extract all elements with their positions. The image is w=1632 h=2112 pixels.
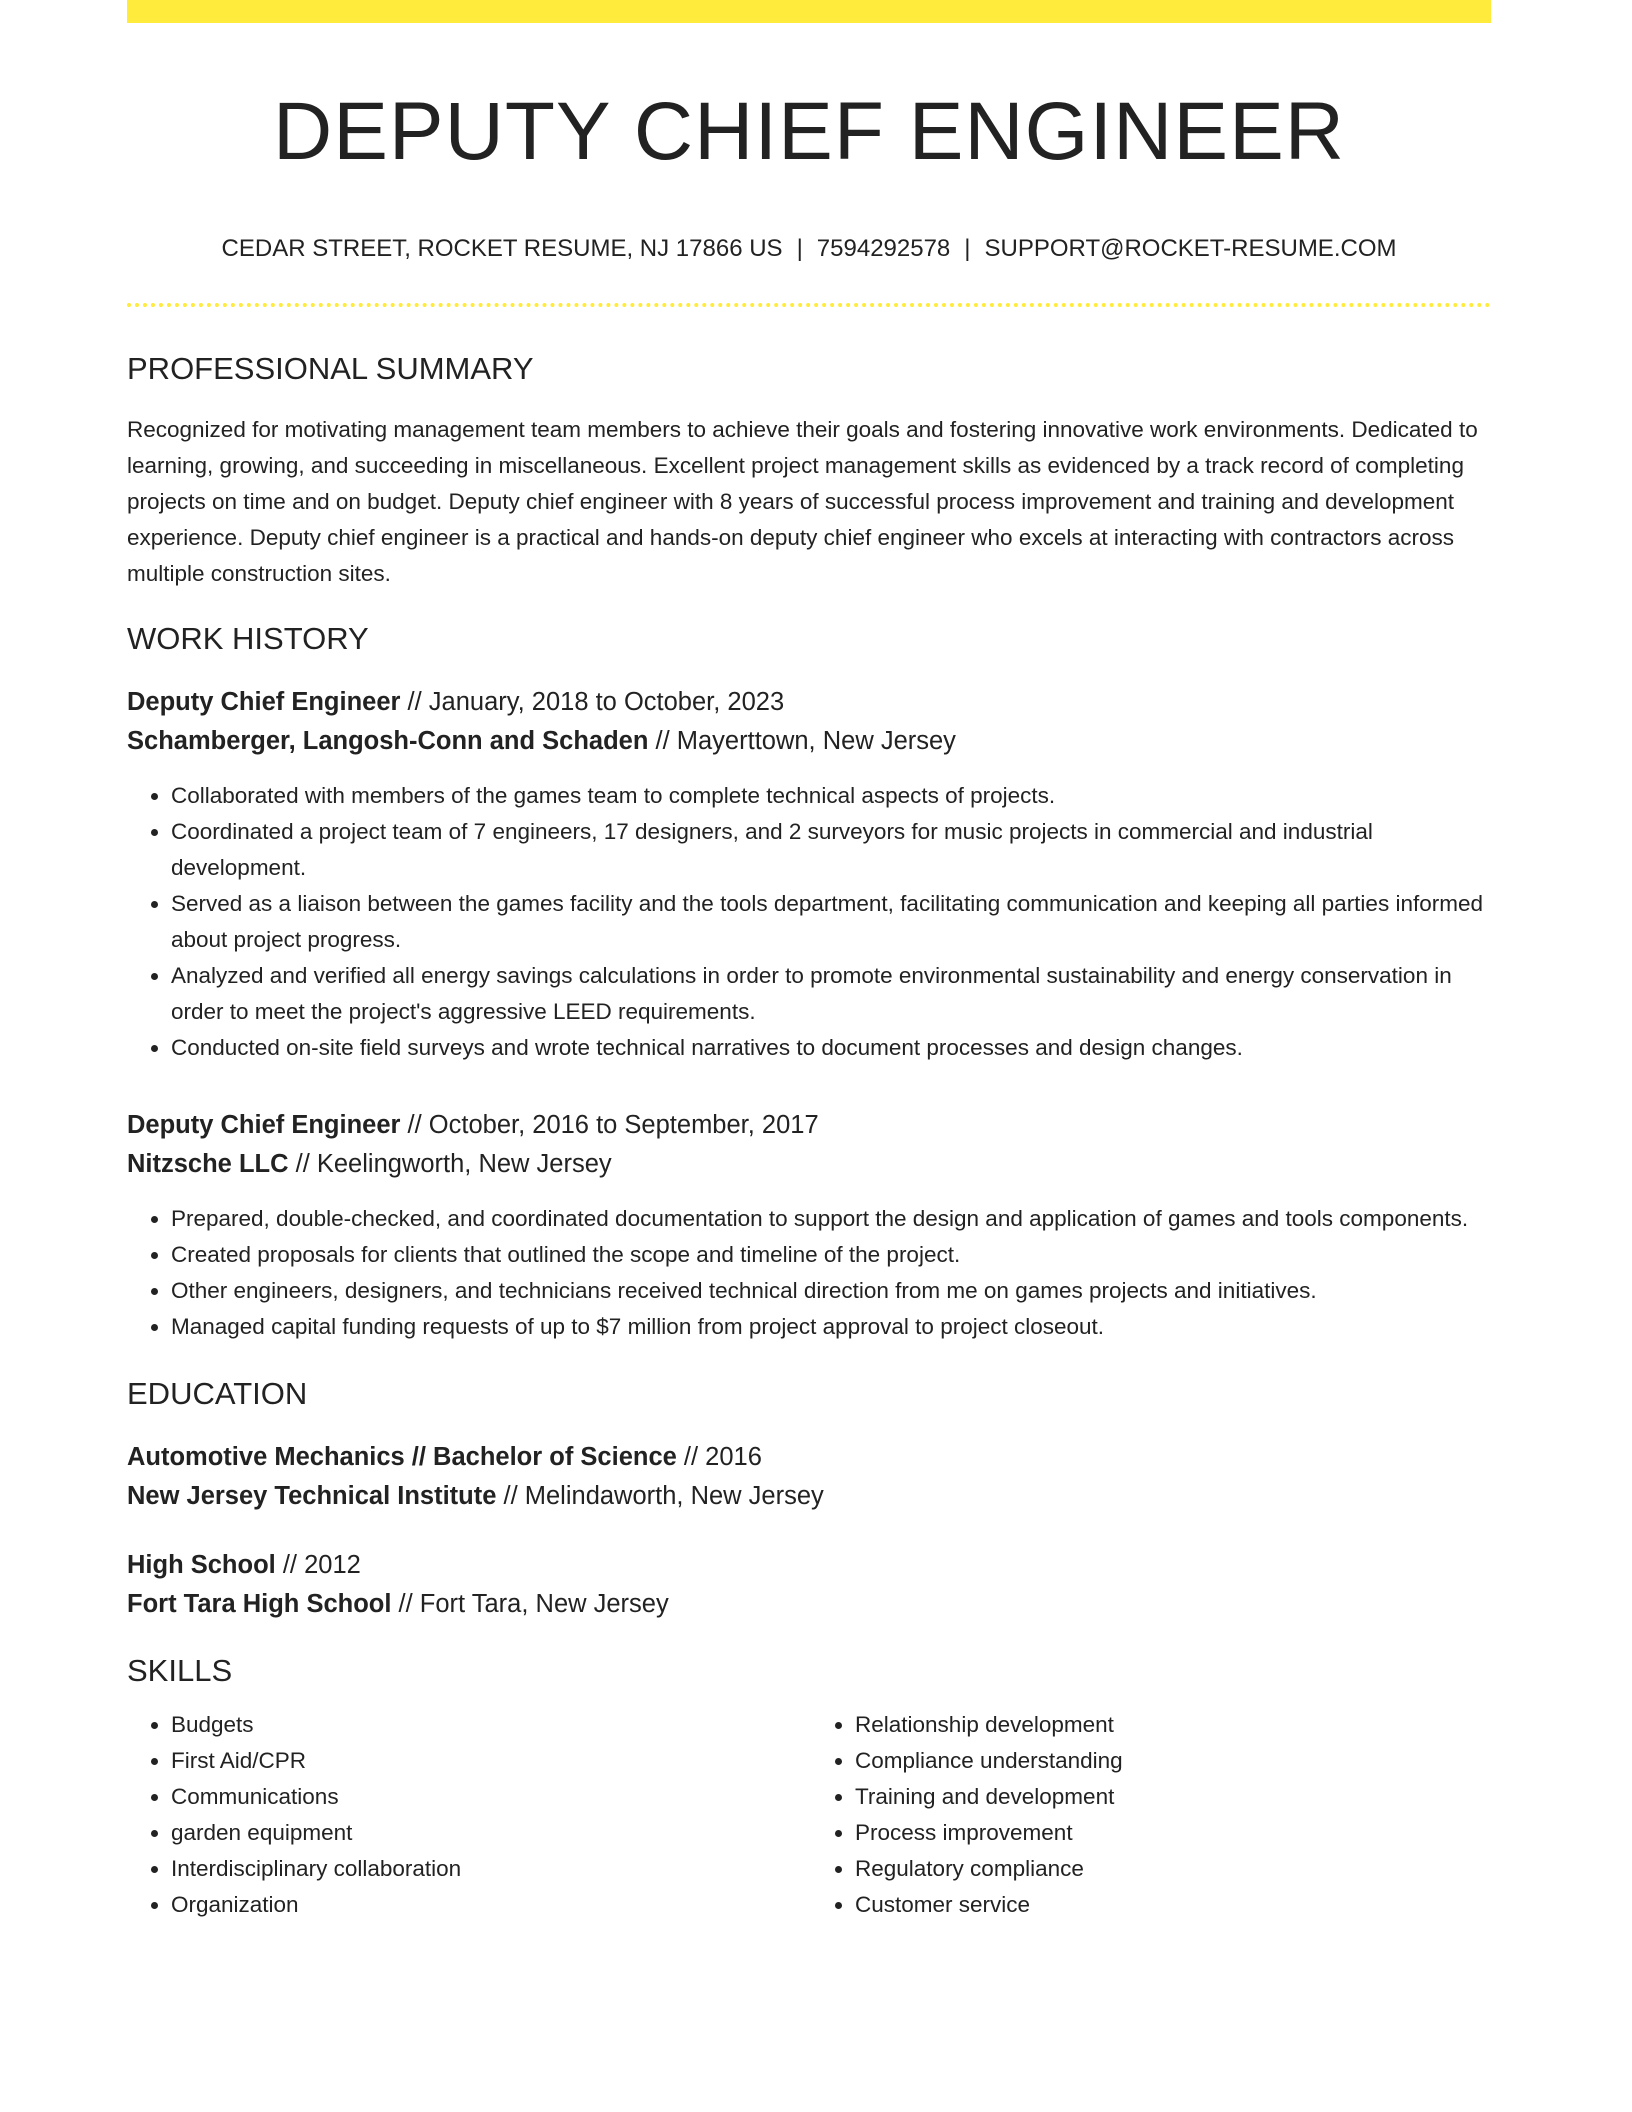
summary-section [127,350,1491,592]
education-entry [127,1438,1491,1516]
education-year: // 2016 [676,1443,762,1472]
job-bullet: • Served as a liaison between the games facility and the tools department, facilitating communication and keeping all parties informed about project progress. [171,886,1491,958]
skill-item: • First Aid/CPR [171,1743,811,1779]
education-section [127,1375,1491,1624]
job-bullets [127,778,1491,1066]
education-school: Fort Tara High School [127,1590,392,1619]
job-location: // Keelingworth, New Jersey [288,1149,612,1178]
education-school: New Jersey Technical Institute [127,1482,497,1511]
education-school-line [127,1585,1491,1624]
job-role: Deputy Chief Engineer [127,1110,401,1139]
job-dates: // October, 2016 to September, 2017 [400,1110,819,1139]
skill-item: • Budgets [171,1707,811,1743]
job-company: Schamberger, Langosh-Conn and Schaden [127,726,649,755]
job-bullet: • Managed capital funding requests of up to $7 million from project approval to project closeout. [171,1309,1491,1345]
skill-item: • Interdisciplinary collaboration [171,1851,811,1887]
skill-item: • Customer service [855,1887,1485,1923]
job-role-line [127,683,1491,722]
job-company-line [127,1145,1491,1184]
contact-address: CEDAR STREET, ROCKET RESUME, NJ 17866 US [221,235,783,263]
job-role-line [127,1106,1491,1145]
skills-list-right [811,1707,1485,1923]
skill-item: • Organization [171,1887,811,1923]
education-degree-line [127,1438,1491,1477]
contact-separator: | [796,235,803,263]
skill-item: • Regulatory compliance [855,1851,1485,1887]
education-degree-line [127,1546,1491,1585]
summary-title: PROFESSIONAL SUMMARY [127,350,534,386]
skills-section [127,1652,1491,1923]
skill-item: • Training and development [855,1779,1485,1815]
job-bullet: • Prepared, double-checked, and coordinated documentation to support the design and application of games and tools components. [171,1201,1491,1237]
skill-item: • garden equipment [171,1815,811,1851]
job-bullet: • Conducted on-site field surveys and wrote technical narratives to document processes and design changes. [171,1030,1491,1066]
skill-item: • Relationship development [855,1707,1485,1743]
contact-phone: 7594292578 [816,235,951,263]
job-bullets [127,1201,1491,1345]
education-year: // 2012 [275,1551,361,1580]
job-role: Deputy Chief Engineer [127,687,401,716]
work-history-section [127,620,1491,1345]
accent-top-bar [127,0,1491,23]
job-location: // Mayerttown, New Jersey [648,726,956,755]
job-bullet: • Collaborated with members of the games team to complete technical aspects of projects. [171,778,1491,814]
job-dates: // January, 2018 to October, 2023 [400,687,785,716]
education-title: EDUCATION [127,1375,308,1411]
skill-item: • Communications [171,1779,811,1815]
job-bullet: • Created proposals for clients that outlined the scope and timeline of the project. [171,1237,1491,1273]
education-degree: Automotive Mechanics // Bachelor of Science [127,1443,677,1472]
job-company: Nitzsche LLC [127,1149,289,1178]
summary-text: Recognized for motivating management team members to achieve their goals and fostering innovative work environments. Dedicated to learning, growing, and succeeding in miscellaneous. Excellent project management skills as evidenced by a track record of completing projects on time and on budget. Deputy chief engineer with 8 years of successful process improvement and training and development experience. Deputy chief engineer is a practical and hands-on deputy chief engineer who excels at interacting with contractors across multiple construction sites. [127,416,1478,586]
contact-email: SUPPORT@ROCKET-RESUME.COM [984,235,1397,263]
job-company-line [127,722,1491,761]
skills-columns [127,1707,1491,1923]
education-entry [127,1546,1491,1624]
contact-separator: | [964,235,971,263]
contact-line [127,233,1491,264]
education-location: // Melindaworth, New Jersey [496,1482,824,1511]
work-history-title: WORK HISTORY [127,620,369,656]
skill-item: • Process improvement [855,1815,1485,1851]
resume-name-heading: DEPUTY CHIEF ENGINEER [273,86,1345,177]
education-degree: High School [127,1551,276,1580]
job-bullet: • Coordinated a project team of 7 engineers, 17 designers, and 2 surveyors for music projects in commercial and industrial development. [171,814,1491,886]
job-bullet: • Analyzed and verified all energy savings calculations in order to promote environmental sustainability and energy conservation in order to meet the project's aggressive LEED requirements. [171,958,1491,1030]
skills-list-left [127,1707,811,1923]
job-entry [127,1106,1491,1345]
skill-item: • Compliance understanding [855,1743,1485,1779]
dotted-divider [127,303,1491,307]
resume-page [127,0,1491,1923]
job-bullet: • Other engineers, designers, and technicians received technical direction from me on games projects and initiatives. [171,1273,1491,1309]
job-entry [127,683,1491,1066]
education-location: // Fort Tara, New Jersey [391,1590,669,1619]
education-school-line [127,1477,1491,1516]
skills-title: SKILLS [127,1653,233,1689]
